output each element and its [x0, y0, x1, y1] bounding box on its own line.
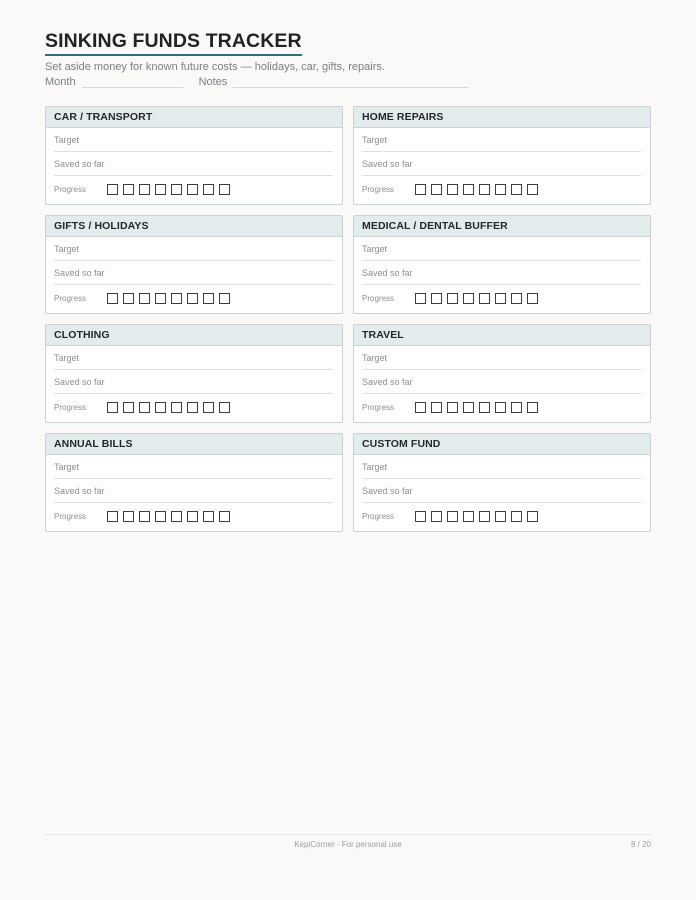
progress-checkbox[interactable]	[511, 184, 522, 195]
target-field[interactable]: Target	[54, 128, 333, 152]
fund-card-title: GIFTS / HOLIDAYS	[46, 216, 342, 237]
progress-checkboxes	[107, 511, 235, 522]
progress-checkbox[interactable]	[123, 402, 134, 413]
progress-checkbox[interactable]	[495, 293, 506, 304]
progress-checkbox[interactable]	[187, 402, 198, 413]
target-field[interactable]: Target	[362, 346, 641, 370]
fund-card	[353, 215, 651, 314]
progress-checkbox[interactable]	[479, 293, 490, 304]
progress-label: Progress	[362, 511, 395, 521]
fund-card-body	[354, 237, 650, 311]
progress-checkbox[interactable]	[139, 184, 150, 195]
meta-row	[45, 76, 651, 88]
progress-checkboxes	[415, 511, 543, 522]
progress-checkbox[interactable]	[495, 511, 506, 522]
progress-checkbox[interactable]	[415, 511, 426, 522]
page-title: SINKING FUNDS TRACKER	[45, 30, 302, 56]
fund-card-title: ANNUAL BILLS	[46, 434, 342, 455]
fund-card	[45, 215, 343, 314]
progress-label: Progress	[54, 511, 87, 521]
progress-row	[54, 394, 333, 420]
progress-checkbox[interactable]	[415, 184, 426, 195]
fund-card-title: MEDICAL / DENTAL BUFFER	[354, 216, 650, 237]
progress-row	[362, 503, 641, 529]
progress-checkbox[interactable]	[219, 184, 230, 195]
progress-checkbox[interactable]	[511, 293, 522, 304]
progress-checkboxes	[415, 293, 543, 304]
progress-checkbox[interactable]	[187, 511, 198, 522]
progress-checkbox[interactable]	[447, 293, 458, 304]
progress-label: Progress	[362, 293, 395, 303]
progress-checkbox[interactable]	[219, 402, 230, 413]
progress-checkbox[interactable]	[431, 184, 442, 195]
progress-label: Progress	[54, 293, 87, 303]
progress-checkbox[interactable]	[203, 511, 214, 522]
page-footer	[45, 834, 651, 855]
progress-checkbox[interactable]	[187, 293, 198, 304]
progress-checkbox[interactable]	[219, 511, 230, 522]
fund-card-title: CUSTOM FUND	[354, 434, 650, 455]
progress-checkbox[interactable]	[171, 293, 182, 304]
target-field[interactable]: Target	[362, 237, 641, 261]
fund-card-title: TRAVEL	[354, 325, 650, 346]
fund-card-title: CLOTHING	[46, 325, 342, 346]
notes-field[interactable]	[233, 76, 469, 88]
saved-so-far-field[interactable]: Saved so far	[54, 152, 333, 176]
month-label: Month	[45, 76, 76, 88]
progress-checkbox[interactable]	[203, 184, 214, 195]
progress-checkbox[interactable]	[155, 184, 166, 195]
fund-card-body	[46, 128, 342, 202]
progress-checkbox[interactable]	[495, 402, 506, 413]
progress-checkbox[interactable]	[527, 511, 538, 522]
progress-checkbox[interactable]	[139, 293, 150, 304]
progress-checkbox[interactable]	[123, 293, 134, 304]
progress-checkbox[interactable]	[155, 293, 166, 304]
progress-checkbox[interactable]	[447, 511, 458, 522]
fund-card	[353, 106, 651, 205]
page-header	[45, 30, 651, 88]
fund-card	[353, 324, 651, 423]
progress-checkbox[interactable]	[495, 184, 506, 195]
progress-row	[54, 285, 333, 311]
funds-grid	[45, 106, 651, 532]
progress-checkbox[interactable]	[107, 184, 118, 195]
saved-so-far-field[interactable]: Saved so far	[362, 152, 641, 176]
progress-checkbox[interactable]	[219, 293, 230, 304]
fund-card-body	[46, 237, 342, 311]
saved-so-far-field[interactable]: Saved so far	[54, 261, 333, 285]
footer-brand: KepiCorner · For personal use	[294, 840, 402, 849]
fund-card-body	[354, 346, 650, 420]
fund-card	[353, 433, 651, 532]
progress-checkbox[interactable]	[187, 184, 198, 195]
progress-checkbox[interactable]	[479, 511, 490, 522]
progress-label: Progress	[54, 184, 87, 194]
progress-checkbox[interactable]	[447, 402, 458, 413]
progress-checkbox[interactable]	[139, 511, 150, 522]
progress-checkbox[interactable]	[431, 402, 442, 413]
fund-card-body	[354, 455, 650, 529]
progress-label: Progress	[362, 184, 395, 194]
fund-card	[45, 433, 343, 532]
saved-so-far-field[interactable]: Saved so far	[362, 261, 641, 285]
progress-checkbox[interactable]	[479, 184, 490, 195]
progress-checkbox[interactable]	[431, 511, 442, 522]
progress-checkbox[interactable]	[123, 511, 134, 522]
progress-checkbox[interactable]	[479, 402, 490, 413]
progress-checkbox[interactable]	[463, 184, 474, 195]
progress-checkbox[interactable]	[415, 402, 426, 413]
progress-checkbox[interactable]	[431, 293, 442, 304]
progress-checkbox[interactable]	[511, 402, 522, 413]
notes-label: Notes	[198, 76, 228, 88]
progress-label: Progress	[362, 402, 395, 412]
progress-checkboxes	[107, 402, 235, 413]
progress-label: Progress	[54, 402, 87, 412]
progress-checkbox[interactable]	[171, 402, 182, 413]
progress-checkbox[interactable]	[463, 402, 474, 413]
progress-checkbox[interactable]	[107, 402, 118, 413]
progress-checkbox[interactable]	[171, 184, 182, 195]
progress-row	[54, 176, 333, 202]
progress-checkbox[interactable]	[123, 184, 134, 195]
target-field[interactable]: Target	[362, 455, 641, 479]
progress-checkbox[interactable]	[447, 184, 458, 195]
progress-checkbox[interactable]	[155, 402, 166, 413]
progress-checkbox[interactable]	[203, 402, 214, 413]
page-subtitle: Set aside money for known future costs — holidays, car, gifts, repairs.	[45, 61, 385, 73]
progress-checkboxes	[415, 402, 543, 413]
fund-card	[45, 106, 343, 205]
progress-checkbox[interactable]	[139, 402, 150, 413]
target-field[interactable]: Target	[54, 346, 333, 370]
fund-card-body	[46, 346, 342, 420]
progress-checkbox[interactable]	[511, 511, 522, 522]
fund-card-body	[354, 128, 650, 202]
progress-row	[362, 176, 641, 202]
progress-checkbox[interactable]	[527, 402, 538, 413]
saved-so-far-field[interactable]: Saved so far	[54, 479, 333, 503]
progress-checkboxes	[415, 184, 543, 195]
progress-checkbox[interactable]	[155, 511, 166, 522]
progress-checkbox[interactable]	[171, 511, 182, 522]
progress-checkbox[interactable]	[527, 184, 538, 195]
target-field[interactable]: Target	[362, 128, 641, 152]
fund-card-body	[46, 455, 342, 529]
fund-card	[45, 324, 343, 423]
progress-row	[54, 503, 333, 529]
fund-card-title: HOME REPAIRS	[354, 107, 650, 128]
progress-checkbox[interactable]	[107, 293, 118, 304]
target-field[interactable]: Target	[54, 237, 333, 261]
progress-checkbox[interactable]	[107, 511, 118, 522]
saved-so-far-field[interactable]: Saved so far	[54, 370, 333, 394]
progress-checkbox[interactable]	[415, 293, 426, 304]
progress-checkbox[interactable]	[463, 511, 474, 522]
page-number: 8 / 20	[630, 840, 651, 849]
progress-checkbox[interactable]	[203, 293, 214, 304]
progress-row	[362, 394, 641, 420]
progress-row	[362, 285, 641, 311]
progress-checkbox[interactable]	[463, 293, 474, 304]
fund-card-title: CAR / TRANSPORT	[46, 107, 342, 128]
target-field[interactable]: Target	[54, 455, 333, 479]
saved-so-far-field[interactable]: Saved so far	[362, 479, 641, 503]
progress-checkboxes	[107, 184, 235, 195]
saved-so-far-field[interactable]: Saved so far	[362, 370, 641, 394]
progress-checkbox[interactable]	[527, 293, 538, 304]
progress-checkboxes	[107, 293, 235, 304]
month-field[interactable]	[82, 76, 183, 88]
